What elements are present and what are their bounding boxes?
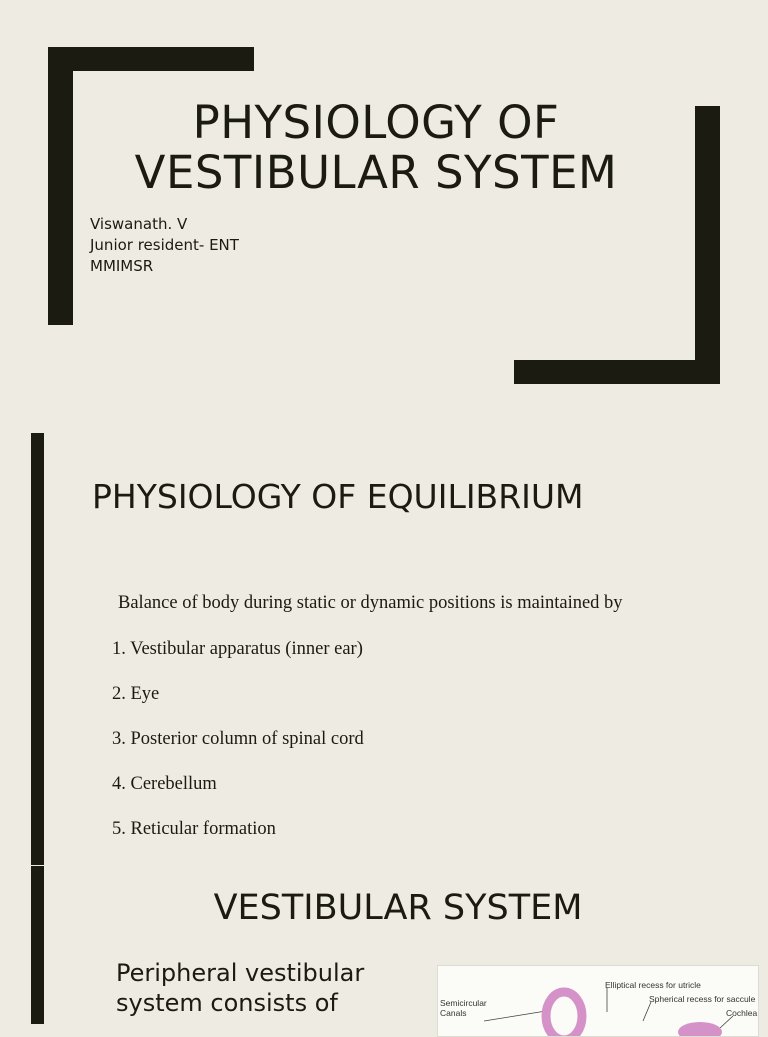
label-semicircular: Semicircular xyxy=(440,998,487,1008)
frame-top-left-horizontal xyxy=(48,47,254,71)
vestibular-system-slide xyxy=(0,866,768,1024)
semicircular-canal-shape xyxy=(546,992,582,1036)
list-item: 5. Reticular formation xyxy=(112,819,276,839)
intro-text: Balance of body during static or dynamic positions is maintained by xyxy=(118,593,623,613)
author-name: Viswanath. V xyxy=(90,215,188,233)
leader-line xyxy=(484,1011,546,1021)
body-text: Peripheral vestibular system consists of xyxy=(116,959,365,1017)
list-item: 1. Vestibular apparatus (inner ear) xyxy=(112,639,363,659)
label-utricle: Elliptical recess for utricle xyxy=(605,980,701,990)
inner-ear-diagram xyxy=(437,965,759,1037)
leader-line xyxy=(720,1016,733,1028)
author-block xyxy=(90,214,239,277)
equilibrium-slide xyxy=(0,433,768,865)
balance-factors-list xyxy=(112,638,364,863)
label-saccule: Spherical recess for saccule xyxy=(649,994,756,1004)
title-slide xyxy=(0,0,768,433)
list-item: 3. Posterior column of spinal cord xyxy=(112,729,364,749)
frame-bottom-right-horizontal xyxy=(514,360,720,384)
label-cochlea: Cochlea xyxy=(726,1008,758,1018)
title-line-2: VESTIBULAR SYSTEM xyxy=(134,146,618,199)
label-canals: Canals xyxy=(440,1008,467,1018)
list-item: 4. Cerebellum xyxy=(112,774,217,794)
author-institution: MMIMSR xyxy=(90,257,154,275)
leader-line xyxy=(643,1002,651,1021)
inner-ear-illustration xyxy=(438,966,758,1036)
presentation-title xyxy=(0,98,752,198)
slide-title: VESTIBULAR SYSTEM xyxy=(213,888,583,928)
slide-left-accent-bar xyxy=(31,433,44,865)
cochlea-shape xyxy=(678,1022,722,1036)
author-role: Junior resident- ENT xyxy=(90,236,239,254)
list-item: 2. Eye xyxy=(112,684,160,704)
title-line-1: PHYSIOLOGY OF xyxy=(192,96,560,149)
slide-title: PHYSIOLOGY OF EQUILIBRIUM xyxy=(92,477,584,516)
